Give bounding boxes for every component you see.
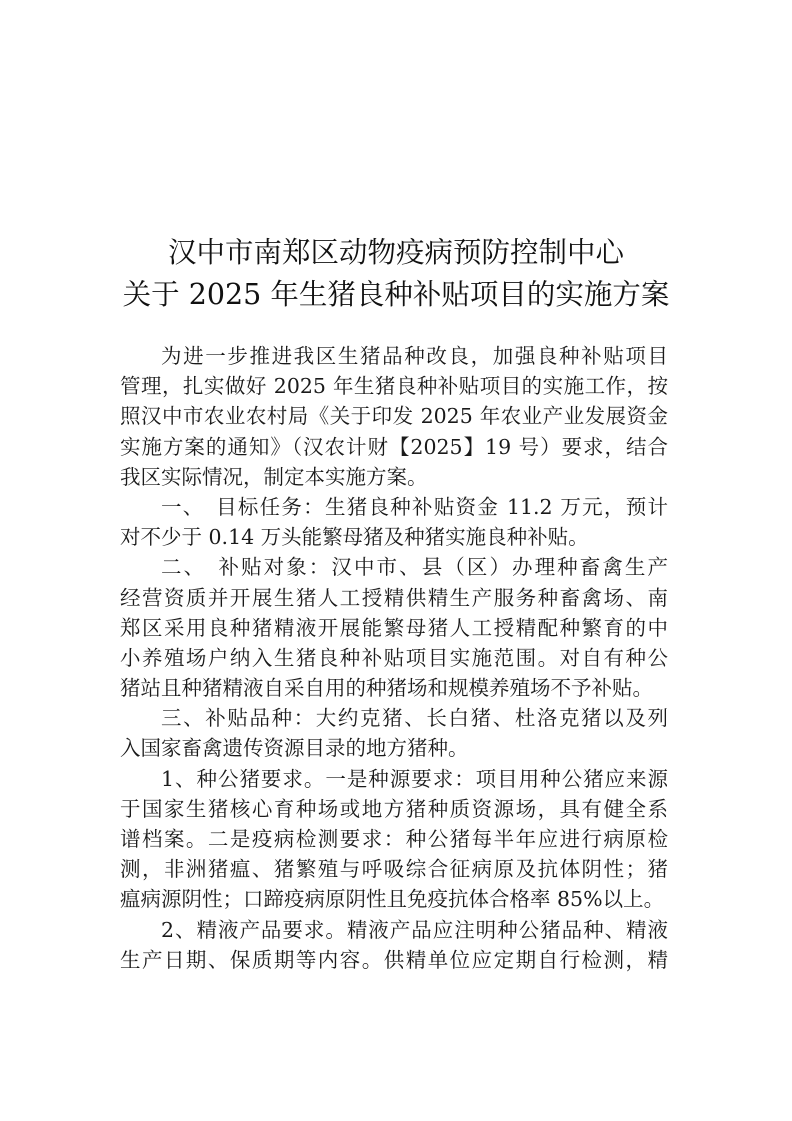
body-line: 于国家生猪核心育种场或地方猪种质资源场，具有健全系	[120, 796, 668, 821]
body-line: 郑区采用良种猪精液开展能繁母猪人工授精配种繁育的中	[120, 615, 668, 640]
body-line: 经营资质并开展生猪人工授精供精生产服务种畜禽场、南	[120, 585, 668, 610]
body-line: 一、 目标任务：生猪良种补贴资金 11.2 万元，预计	[161, 494, 668, 519]
body-line: 二、 补贴对象：汉中市、县（区）办理种畜禽生产	[161, 555, 668, 580]
body-line: 为进一步推进我区生猪品种改良，加强良种补贴项目	[161, 344, 668, 368]
body-line: 我区实际情况，制定本实施方案。	[120, 464, 428, 489]
body-line: 实施方案的通知》（汉农计财【2025】19 号）要求，结合	[120, 434, 668, 459]
document-body	[120, 341, 668, 975]
body-line: 谱档案。二是疫病检测要求：种公猪每半年应进行病原检	[120, 827, 668, 851]
body-line: 瘟病源阴性；口蹄疫病原阴性且免疫抗体合格率 85%以上。	[120, 887, 665, 912]
document-title	[0, 232, 792, 316]
body-line: 入国家畜禽遗传资源目录的地方猪种。	[120, 736, 469, 761]
title-line-2: 关于 2025 年生猪良种补贴项目的实施方案	[122, 278, 670, 311]
body-line: 2、精液产品要求。精液产品应注明种公猪品种、精液	[161, 917, 668, 942]
title-line-1: 汉中市南郑区动物疫病预防控制中心	[167, 236, 624, 269]
body-line: 对不少于 0.14 万头能繁母猪及种猪实施良种补贴。	[120, 525, 589, 550]
body-line: 管理，扎实做好 2025 年生猪良种补贴项目的实施工作，按	[120, 374, 668, 399]
body-line: 猪站且种猪精液自采自用的种猪场和规模养殖场不予补贴。	[120, 676, 653, 701]
body-line: 小养殖场户纳入生猪良种补贴项目实施范围。对自有种公	[120, 645, 668, 670]
body-line: 三、补贴品种：大约克猪、长白猪、杜洛克猪以及列	[161, 706, 668, 731]
body-line: 照汉中市农业农村局《关于印发 2025 年农业产业发展资金	[120, 404, 668, 429]
body-line: 生产日期、保质期等内容。供精单位应定期自行检测，精	[120, 947, 668, 972]
body-line: 1、种公猪要求。一是种源要求：项目用种公猪应来源	[161, 766, 668, 791]
body-line: 测，非洲猪瘟、猪繁殖与呼吸综合征病原及抗体阴性；猪	[120, 857, 668, 882]
